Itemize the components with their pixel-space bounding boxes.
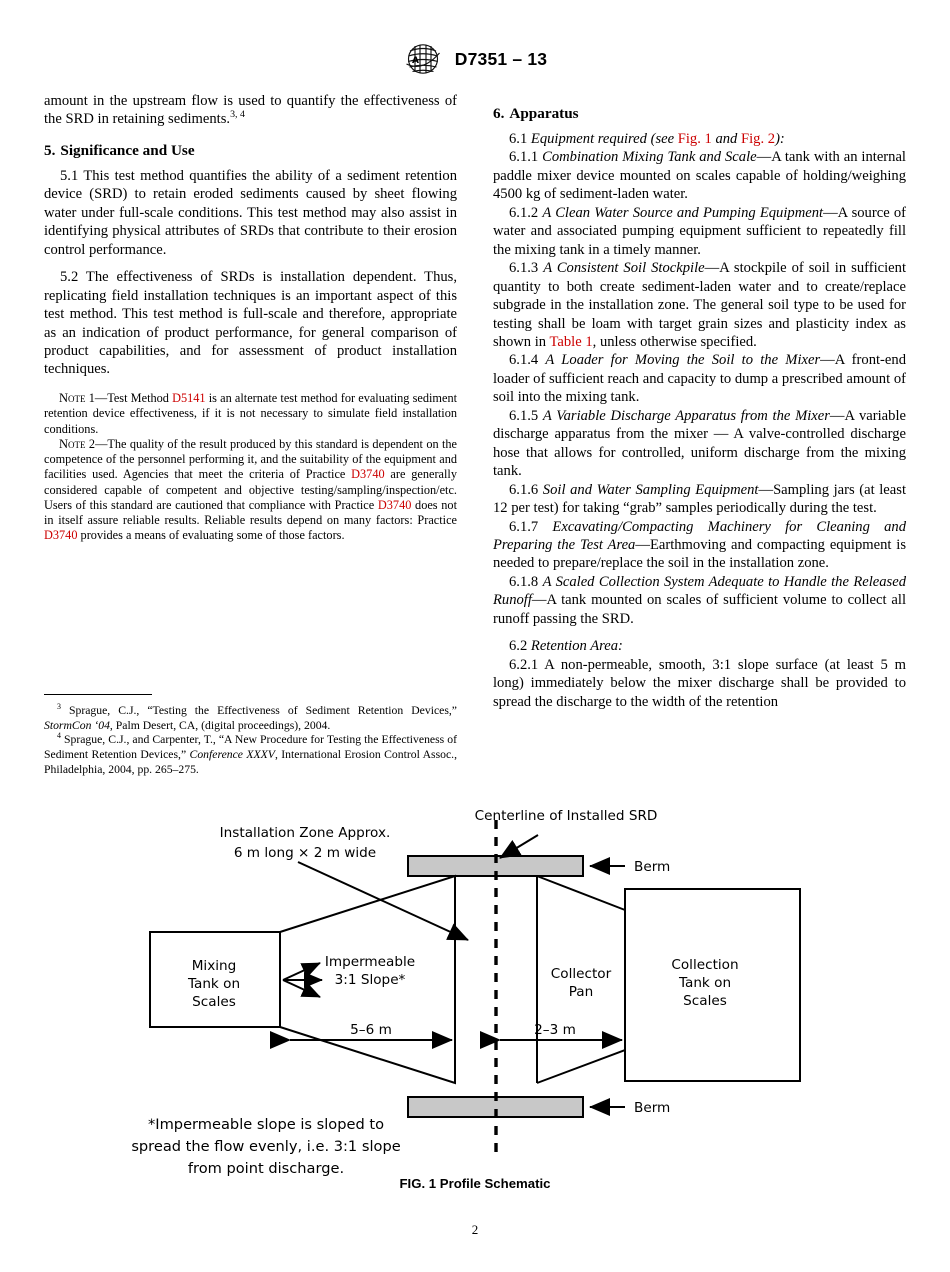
mixing-tank-label-line1: Mixing <box>191 958 237 974</box>
link-d3740-1[interactable]: D3740 <box>351 467 385 482</box>
collection-tank-label-line1: Collection <box>671 957 739 973</box>
page-header <box>0 42 950 76</box>
discharge-arrow-up <box>283 963 320 980</box>
paragraph-6-2: 6.2 Retention Area: <box>509 638 623 655</box>
para-5-1-number: 5.1 <box>60 167 79 184</box>
section-5-title: Significance and Use <box>60 141 195 159</box>
section-6-title: Apparatus <box>509 105 579 122</box>
svg-text:A: A <box>411 56 419 66</box>
paragraph-5-2: 5.2 The effectiveness of SRDs is installation dependent. Thus, replicating field installation techniques is an important aspect of this test method. This test method is full-scale and therefore, appropriate as an indication of product performance, for general comparison of product capabilities, and for assessment of product installation techniques. <box>44 269 457 378</box>
berm-top-label: Berm <box>634 859 671 875</box>
impermeable-slope-label-line2: 3:1 Slope* <box>334 972 406 988</box>
section-5-number: 5. <box>44 141 56 159</box>
paragraph-6-1-4: 6.1.4 A Loader for Moving the Soil to the Mixer—A front-end loader of sufficient reach and capacity to dump a prescribed amount of soil into the mixing tank. <box>493 352 906 406</box>
para-6-1-number: 6.1 <box>509 131 528 147</box>
link-fig-1[interactable]: Fig. 1 <box>677 131 712 147</box>
paragraph-6-1-5: 6.1.5 A Variable Discharge Apparatus from the Mixer—A variable discharge apparatus from the mixer — A valve-controlled discharge hose that allows for controlled, uniform discharge from the mixing tank. <box>493 407 906 480</box>
figure-1-profile-schematic <box>0 800 950 1200</box>
note-2: Note 2—The quality of the result produced by this standard is dependent on the competence of the personnel performing it, and the suitability of the equipment and facilities used. Agencies that meet the criteria of Practice D3740 are generally considered capable of competent and objective testing/sampling/inspection/etc. Users of this standard are cautioned that compliance with Practice D3740 does not in itself assure reliable results. Reliable results depend on many factors: Practice D3740 provides a means of evaluating some of those factors. <box>44 436 457 543</box>
paragraph-6-2-1: 6.2.1 A non-permeable, smooth, 3:1 slope surface (at least 5 m long) immediately below the mixer discharge shall be provided to spread the discharge to the width of the retention <box>493 656 907 710</box>
collector-pan-label-line1: Collector <box>550 966 612 982</box>
paragraph-6-1: 6.1 Equipment required (see Fig. 1 and Fig. 2): <box>509 131 785 147</box>
link-d3740-3[interactable]: D3740 <box>44 528 78 543</box>
impermeable-slope-label-line1: Impermeable <box>324 954 416 970</box>
discharge-arrow-down <box>283 980 320 997</box>
paragraph-6-1-6: 6.1.6 Soil and Water Sampling Equipment—Sampling jars (at least 12 per test) for taking “grab” samples periodically during the test. <box>493 481 907 517</box>
para-5-2-number: 5.2 <box>60 269 79 286</box>
centerline-leader <box>500 835 538 858</box>
collection-tank-label-line2: Tank on <box>678 975 732 991</box>
footnote-separator <box>44 694 152 695</box>
paragraph-6-1-3: 6.1.3 A Consistent Soil Stockpile—A stockpile of soil in sufficient quantity to both create sediment-laden water and to create/replace subgrade in the installation zone. The general soil type to be used for testing shall be loam with target grain sizes and plasticity index as shown in Table 1, unless otherwise specified. <box>493 260 906 350</box>
impermeable-note-line1: *Impermeable slope is sloped to <box>147 1116 385 1133</box>
installation-zone-label-line1: Installation Zone Approx. <box>219 825 391 841</box>
note-1: Note 1—Test Method D5141 is an alternate test method for evaluating sediment retention device effectiveness, if it is not necessary to simulate field installation conditions. <box>44 390 458 436</box>
berm-bottom-label: Berm <box>634 1100 671 1116</box>
link-d5141[interactable]: D5141 <box>172 390 206 405</box>
link-d3740-2[interactable]: D3740 <box>377 497 412 512</box>
heading-section-6 <box>493 105 906 123</box>
footnote-block <box>44 694 457 778</box>
profile-schematic-svg <box>0 800 950 1200</box>
footnote-3: $^3$ Sprague, C.J., “Testing the Effectiveness of Sediment Retention Devices,” StormCon ‘04, Palm Desert, CA, (digital proceedings), 2004. <box>44 702 457 732</box>
figure-caption: FIG. 1 Profile Schematic <box>399 1176 551 1191</box>
standard-designation: D7351 – 13 <box>454 48 548 69</box>
centerline-label: Centerline of Installed SRD <box>474 808 658 824</box>
impermeable-note-line2: spread the flow evenly, i.e. 3:1 slope <box>131 1138 401 1155</box>
left-column <box>44 92 457 711</box>
installation-zone-label-line2: 6 m long × 2 m wide <box>233 845 377 861</box>
mixing-tank-label-line2: Tank on <box>187 976 241 992</box>
footnote-ref-34: 3, 4 <box>230 109 245 121</box>
paragraph-6-1-8: 6.1.8 A Scaled Collection System Adequate to Handle the Released Runoff—A tank mounted on scales of sufficient volume to collect all runoff passing the SRD. <box>493 573 906 627</box>
section-6-number: 6. <box>493 105 505 122</box>
dimension-label-left: 5–6 m <box>350 1022 392 1038</box>
astm-logo <box>403 42 443 76</box>
document-columns <box>44 92 906 711</box>
mixing-tank-label-line3: Scales <box>192 994 236 1010</box>
paragraph-6-1-2: 6.1.2 A Clean Water Source and Pumping Equipment—A source of water and associated pumping equipment sufficient to repeatedly fill the mixing tank in a timely manner. <box>493 204 907 258</box>
collector-pan-label-line2: Pan <box>568 984 594 1000</box>
paragraph-5-1: 5.1 This test method quantifies the ability of a sediment retention device (SRD) to retain eroded sediments caused by sheet flowing water under full-scale conditions. This test method may also assist in identifying physical attributes of SRDs that contribute to their erosion control performance. <box>44 167 457 258</box>
page-number: 2 <box>471 1222 479 1237</box>
footnote-4: $^4$ Sprague, C.J., and Carpenter, T., “A New Procedure for Testing the Effectiveness of Sediment Retention Devices,” Conference XXXV, International Erosion Control Assoc., Philadelphia, 2004, pp. 265–275. <box>44 731 458 776</box>
paragraph-6-1-7: 6.1.7 Excavating/Compacting Machinery for Cleaning and Preparing the Test Area—Earthmoving and compacting equipment is needed to prepare/replace the soil in the installation zone. <box>493 518 907 572</box>
link-table-1[interactable]: Table 1 <box>549 333 593 350</box>
heading-section-5 <box>44 142 457 160</box>
right-column <box>493 92 906 711</box>
dimension-label-right: 2–3 m <box>534 1022 576 1038</box>
collection-tank-label-line3: Scales <box>683 993 727 1009</box>
link-fig-2[interactable]: Fig. 2 <box>741 131 776 147</box>
impermeable-note-line3: from point discharge. <box>187 1160 345 1177</box>
paragraph-6-1-1: 6.1.1 Combination Mixing Tank and Scale—A tank with an internal paddle mixer device mounted on scales capable of holding/weighing 4500 kg of sediment-laden water. <box>493 149 906 203</box>
continued-paragraph: amount in the upstream flow is used to quantify the effectiveness of the SRD in retaining sediments.$^{3, 4}$ <box>44 93 457 128</box>
